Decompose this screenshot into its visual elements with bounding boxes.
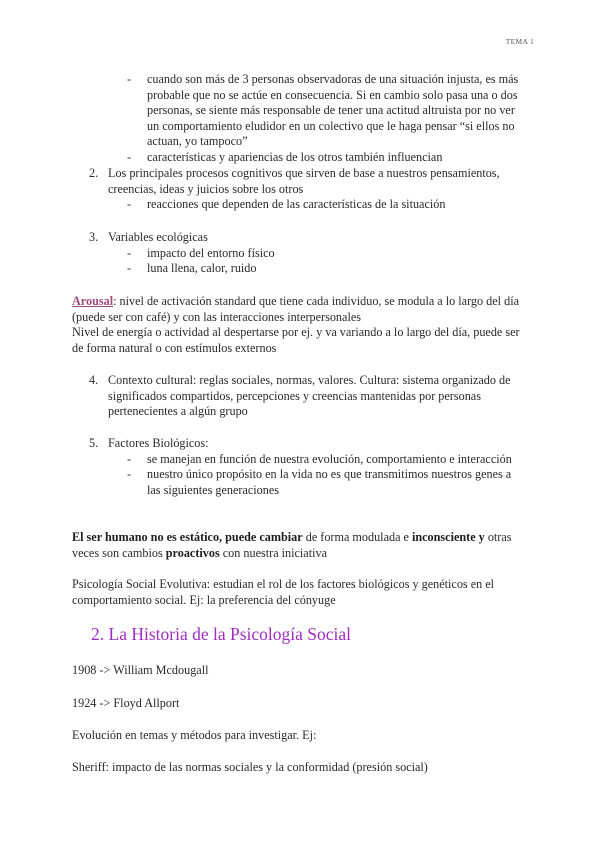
numbered-item [89, 373, 520, 420]
dash-bullet: - [127, 261, 132, 276]
numbered-item [89, 166, 520, 197]
page-header: TEMA 1 [505, 37, 534, 46]
list-item [127, 72, 520, 150]
dash-bullet: - [127, 451, 132, 466]
dash-bullet: - [127, 197, 132, 212]
history-evolution-line: Evolución en temas y métodos para investigar. Ej: [72, 728, 317, 742]
history-sheriff-line: Sheriff: impacto de las normas sociales y la conformidad (presión social) [72, 760, 428, 774]
arousal-line-2: Nivel de energía o actividad al despertarse por ej. y va variando a lo largo del día, puede ser de forma natural o con estímulos externos [72, 325, 520, 355]
numbered-item-text: Contexto cultural: reglas sociales, normas, valores. Cultura: sistema organizado de significados compartidos, percepciones y creencias mantenidas por personas pertenecientes a algún grupo [108, 373, 511, 419]
list-item-text: características y apariencias de los otros también influencian [147, 149, 443, 164]
item-number: 4. [89, 373, 99, 387]
numbered-item [89, 230, 520, 246]
list-item-text: luna llena, calor, ruido [147, 261, 257, 276]
list-item-text: nuestro único propósito en la vida no es que transmitimos nuestros genes a las siguientes generaciones [147, 467, 512, 497]
history-line-1908: 1908 -> William Mcdougall [72, 663, 209, 677]
numbered-item [89, 436, 520, 452]
point-2 [89, 166, 520, 213]
arousal-definition-text: : nivel de activación standard que tiene cada individuo, se modula a lo largo del día (puede ser con café) y con las interacciones interpersonales [72, 294, 519, 324]
bold-phrase: proactivos [165, 545, 220, 560]
numbered-item-text: Los principales procesos cognitivos que sirven de base a nuestros pensamientos, creencias, ideas y juicios sobre los otros [108, 166, 500, 196]
human-paragraph [72, 530, 520, 561]
item-number: 5. [89, 436, 99, 450]
section-heading: 2. La Historia de la Psicología Social [91, 624, 352, 644]
dash-bullet: - [127, 245, 132, 260]
list-item-text: reacciones que dependen de las características de la situación [147, 197, 446, 212]
history-line-1924: 1924 -> Floyd Allport [72, 696, 180, 710]
text-phrase: con nuestra iniciativa [219, 545, 327, 560]
numbered-item-text: Factores Biológicos: [108, 436, 209, 450]
evolutiva-paragraph: Psicología Social Evolutiva: estudian el rol de los factores biológicos y genéticos en el comportamiento social. Ej: la preferencia del cónyuge [72, 577, 495, 607]
text-phrase: de forma modulada e [302, 530, 412, 544]
dash-bullet: - [127, 72, 132, 86]
point-5 [89, 436, 520, 498]
list-item [127, 452, 520, 468]
bold-phrase: inconsciente y [411, 530, 485, 544]
list-item [127, 246, 520, 262]
item-number: 2. [89, 166, 99, 180]
bystander-list [127, 72, 520, 166]
list-item [127, 261, 520, 277]
bold-phrase: El ser humano no es estático, puede cambiar [72, 530, 303, 544]
list-item-text: se manejan en función de nuestra evolución, comportamiento e interacción [147, 451, 512, 466]
point-3 [89, 230, 520, 277]
list-item [127, 197, 520, 213]
arousal-paragraph [72, 294, 534, 356]
numbered-item-text: Variables ecológicas [108, 230, 208, 244]
point-4 [89, 373, 520, 420]
item-number: 3. [89, 230, 99, 244]
list-item [127, 150, 520, 166]
text-phrase: otras veces son cambios [72, 530, 512, 560]
list-item [127, 467, 520, 498]
dash-bullet: - [127, 149, 132, 164]
dash-bullet: - [127, 467, 132, 482]
list-item-text: cuando son más de 3 personas observadoras de una situación injusta, es más probable que no se actúe en consecuencia. Si en cambio solo pasa una o dos personas, se siente más responsable de tener una actitud altruista por no ver un comportamiento eludidor en un colectivo que le haga pensar “si ellos no actuan, yo tampoco” [147, 72, 519, 149]
list-item-text: impacto del entorno físico [147, 245, 275, 260]
arousal-definition [72, 294, 534, 325]
arousal-term: Arousal [72, 294, 114, 308]
